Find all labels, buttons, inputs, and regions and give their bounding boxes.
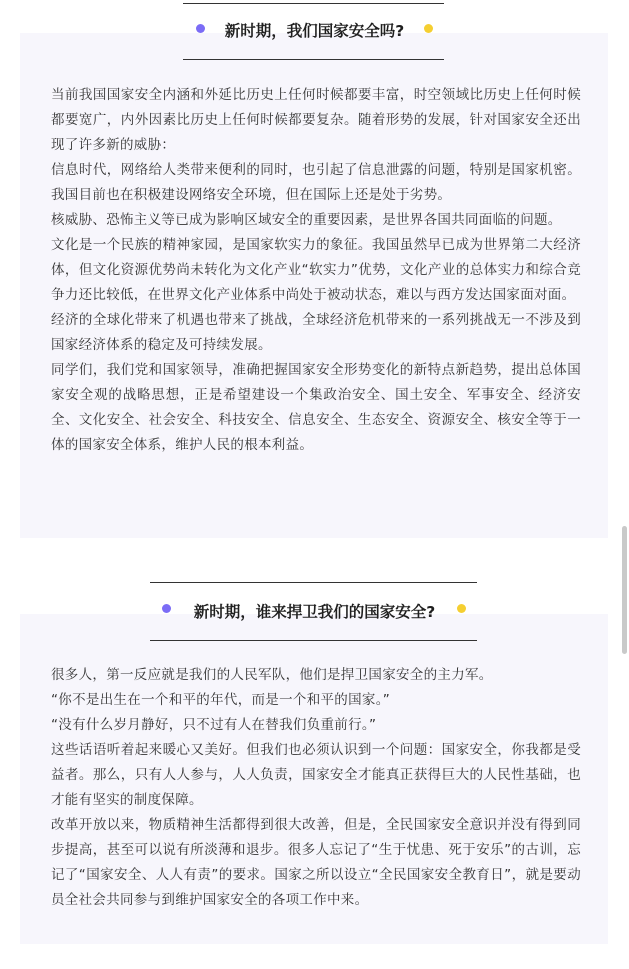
paragraph: 文化是一个民族的精神家园，是国家软实力的象征。我国虽然早已成为世界第二大经济体，但文化资源优势尚未转化为文化产业“软实力”优势，文化产业的总体实力和综合竞争力还比较低，在世界文化产业体系中尚处于被动状态，难以与西方发达国家面对面。: [51, 237, 581, 303]
section-body: [51, 83, 581, 458]
heading-top-rule: [183, 3, 444, 4]
paragraph: 核威胁、恐怖主义等已成为影响区域安全的重要因素，是世界各国共同面临的问题。: [51, 212, 562, 228]
section-title: 新时期，谁来捍卫我们的国家安全?: [193, 603, 436, 621]
section-title: 新时期，我们国家安全吗?: [224, 22, 405, 40]
paragraph: 改革开放以来，物质精神生活都得到很大改善，但是，全民国家安全意识并没有得到同步提高，甚至可以说有所淡薄和退步。很多人忘记了“生于忧患、死于安乐”的古训，忘记了“国家安全、人人有责”的要求。国家之所以设立“全民国家安全教育日”，就是要动员全社会共同参与到维护国家安全的各项工作中来。: [51, 817, 581, 908]
heading-bottom-rule: [183, 59, 444, 60]
heading-top-rule: [150, 582, 477, 583]
paragraph: 经济的全球化带来了机遇也带来了挑战，全球经济危机带来的一系列挑战无一不涉及到国家经济体系的稳定及可持续发展。: [51, 312, 581, 353]
paragraph: 很多人，第一反应就是我们的人民军队，他们是捍卫国家安全的主力军。: [51, 667, 493, 683]
section-body: [51, 663, 581, 913]
yellow-dot-icon: [424, 24, 433, 33]
paragraph: 信息时代，网络给人类带来便利的同时，也引起了信息泄露的问题，特别是国家机密。我国目前也在积极建设网络安全环境，但在国际上还是处于劣势。: [51, 162, 581, 203]
heading-bottom-rule: [150, 640, 477, 641]
paragraph: “你不是出生在一个和平的年代，而是一个和平的国家。”: [51, 692, 391, 708]
paragraph: 同学们，我们党和国家领导，准确把握国家安全形势变化的新特点新趋势，提出总体国家安全观的战略思想，正是希望建设一个集政治安全、国土安全、军事安全、经济安全、文化安全、社会安全、科技安全、信息安全、生态安全、资源安全、核安全等于一体的国家安全体系，维护人民的根本利益。: [51, 362, 581, 453]
section-who-defends: [0, 580, 629, 969]
scrollbar-thumb[interactable]: [622, 526, 627, 654]
paragraph: “没有什么岁月静好，只不过有人在替我们负重前行。”: [51, 717, 377, 733]
paragraph: 当前我国国家安全内涵和外延比历史上任何时候都要丰富，时空领域比历史上任何时候都要宽广，内外因素比历史上任何时候都要复杂。随着形势的发展，针对国家安全还出现了许多新的威胁：: [51, 87, 581, 153]
paragraph: 这些话语听着起来暖心又美好。但我们也必须认识到一个问题：国家安全，你我都是受益者。那么，只有人人参与，人人负责，国家安全才能真正获得巨大的人民性基础，也才能有坚实的制度保障。: [51, 742, 581, 808]
yellow-dot-icon: [457, 604, 466, 613]
